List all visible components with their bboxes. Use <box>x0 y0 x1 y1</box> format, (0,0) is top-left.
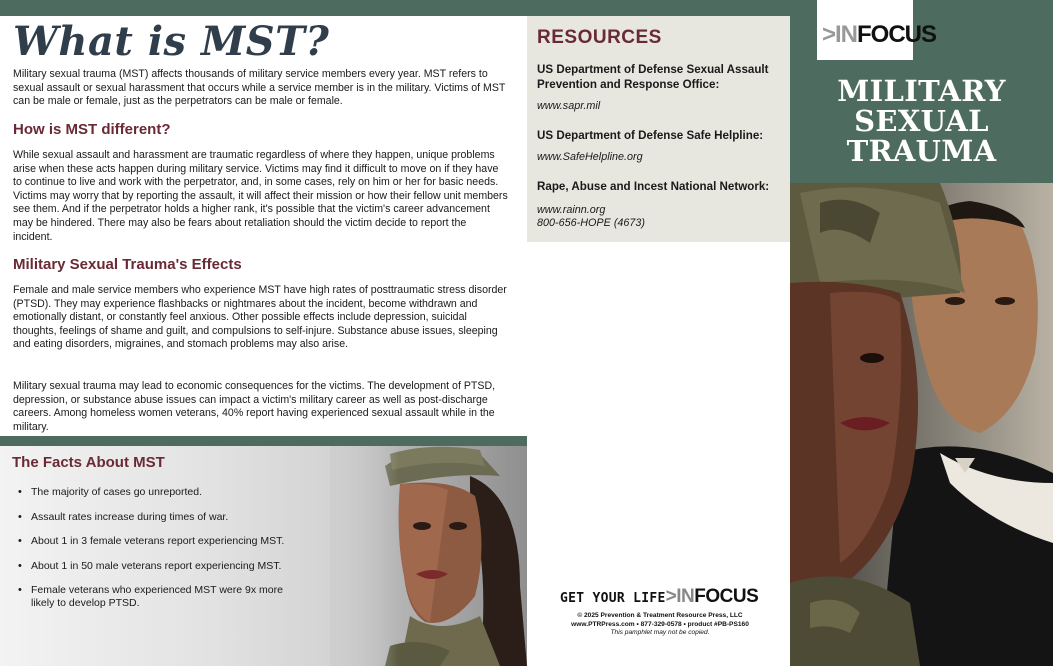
resource-org-safe-helpline: US Department of Defense Safe Helpline: <box>537 129 764 142</box>
resource-phone-rainn: 800-656-HOPE (4673) <box>537 217 646 229</box>
tagline-focus: FOCUS <box>694 586 759 607</box>
effects-paragraph-1: Female and male service members who experience MST have high rates of posttraumatic stress disorder (PTSD). They may experience flashbacks or nightmares about the incident, become withdrawn and emotionally distant, or constantly feel anxious. Other possible effects include depression, suicidal thoughts, feelings of shame and guilt, and compulsions to self-injure. Substance abuse issues, sleeping and eating disorders, migraines, and stomach problems may also arise. <box>13 284 507 351</box>
facts-panel <box>0 446 527 666</box>
cover-panel <box>790 0 1053 666</box>
copyright-text: © 2025 Prevention & Treatment Resource Press, LLC <box>577 612 743 619</box>
effects-heading: Military Sexual Trauma's Effects <box>13 256 242 273</box>
fact-item: • Assault rates increase during times of war. <box>18 511 308 524</box>
fact-item: • The majority of cases go unreported. <box>18 486 308 499</box>
left-panel <box>0 16 527 436</box>
fact-item: • Female veterans who experienced MST were 9x more likely to develop PTSD. <box>18 584 308 610</box>
cover-title-line-1: MILITARY <box>837 74 1006 108</box>
effects-paragraph-2: Military sexual trauma may lead to economic consequences for the victims. The development of PTSD, depression, or substance abuse issues can impact a victim's military career as well as post-discharge careers. Among homeless women veterans, 40% report having experienced sexual assault while in the military. <box>13 380 496 433</box>
intro-paragraph: Military sexual trauma (MST) affects thousands of military service members every year. MST refers to sexual assault or sexual harassment that occurs while a service member is in the military. Victims of MST can be male or female, just as the perpetrators can be male or female. <box>13 68 506 108</box>
tagline-in: IN <box>676 586 695 607</box>
logo-in: IN <box>835 21 858 48</box>
tagline-text: GET YOUR LIFE <box>560 591 666 606</box>
infocus-logo <box>817 0 937 60</box>
footer-legal <box>560 612 760 638</box>
cover-title <box>790 76 1053 166</box>
footer-brand <box>560 586 760 638</box>
resource-link-safehelpline[interactable]: www.SafeHelpline.org <box>537 151 643 163</box>
resource-link-rainn[interactable]: www.rainn.org <box>537 204 606 216</box>
logo-focus: FOCUS <box>857 21 937 48</box>
resource-org-rainn: Rape, Abuse and Incest National Network: <box>537 180 770 193</box>
different-heading: How is MST different? <box>13 121 171 138</box>
facts-heading: The Facts About MST <box>12 454 165 471</box>
section-divider <box>0 436 527 446</box>
different-paragraph: While sexual assault and harassment are traumatic regardless of where they happen, unique problems arise when these acts happen during military service. Victims may find it difficult to move on if they have to continue to live and work with the perpetrator, and, in some cases, rely on him or her for basic needs. Victims may worry that by reporting the assault, it will affect their mission or how their fellow unit members see them. And if the perpetrator holds a higher rank, it's possible that the victim's career advancement may be hindered. There may also be fears about retaliation should the victim decide to report the incident. <box>13 149 508 243</box>
soldier-portrait-image <box>330 446 527 666</box>
resources-heading: RESOURCES <box>537 27 662 48</box>
fact-item: • About 1 in 50 male veterans report experiencing MST. <box>18 560 308 573</box>
logo-arrow: > <box>822 21 836 48</box>
cover-title-line-2: SEXUAL <box>854 104 989 138</box>
resource-org-dod-sapro: US Department of Defense Sexual Assault Prevention and Response Office: <box>537 63 769 91</box>
facts-list <box>18 486 308 622</box>
copy-notice: This pamphlet may not be copied. <box>610 629 710 636</box>
brand-tagline <box>560 586 760 608</box>
cover-title-line-3: TRAUMA <box>846 134 997 168</box>
resource-link-sapr[interactable]: www.sapr.mil <box>537 100 601 112</box>
soldiers-cover-image <box>790 183 1053 666</box>
contact-text: www.PTRPress.com • 877-329-0578 • product #PB-PS160 <box>571 620 749 628</box>
top-green-bar <box>0 0 790 16</box>
page-title: What is MST? <box>13 18 330 65</box>
fact-item: • About 1 in 3 female veterans report experiencing MST. <box>18 535 308 548</box>
tagline-arrow: > <box>665 586 677 607</box>
resources-box <box>527 16 790 242</box>
